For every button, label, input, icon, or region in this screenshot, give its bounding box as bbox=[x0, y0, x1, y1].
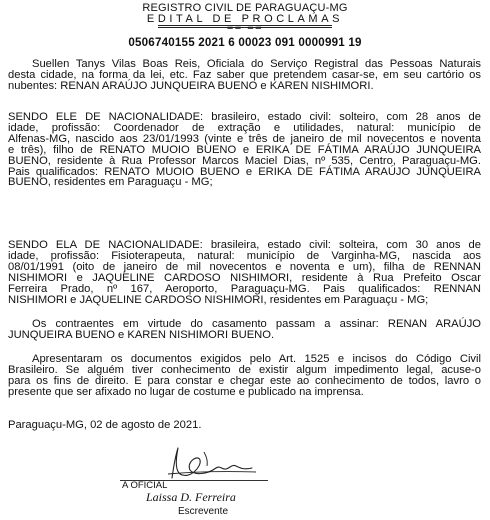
signer-title: Escrevente bbox=[178, 506, 229, 517]
title-underline-second bbox=[158, 27, 332, 28]
text-line: BUENO, residentes em Paraguaçu - MG; bbox=[8, 176, 213, 189]
text-line: BUENO, residente à Rua Professor Marcos Maciel Dias, nº 535, Centro, Paraguaçu-MG. bbox=[8, 154, 481, 167]
text-line: Brasileiro. Se alguém tiver conhecimento de existir algum impedimento legal, acuse-o bbox=[8, 363, 481, 376]
registry-code: 0506740155 2021 6 00023 091 0000991 19 bbox=[128, 36, 362, 49]
signature-clause-paragraph bbox=[8, 319, 481, 341]
text-line: desta cidade, na forma da lei, etc. Faz saber que pretendem casar-se, em seu cartório os bbox=[8, 68, 481, 81]
intro-paragraph bbox=[8, 59, 481, 92]
groom-paragraph bbox=[8, 112, 481, 188]
bride-paragraph bbox=[8, 240, 481, 305]
text-line: nubentes: RENAN ARAÚJO JUNQUEIRA BUENO e KAREN NISHIMORI. bbox=[8, 79, 374, 92]
text-line: Alfenas-MG, nascido aos 23/01/1993 (vinte e três de janeiro de mil novecentos e noventa bbox=[8, 132, 481, 145]
text-line: Ferreira Prado, nº 167, Aeroporto, Paraguaçu-MG. Pais qualificados: RENNAN bbox=[8, 282, 481, 295]
text-line: Pais qualificados: RENATO MUOIO BUENO e ERIKA DE FÁTIMA ARAÚJO JUNQUEIRA bbox=[8, 165, 481, 178]
text-line: presente que ser afixado no lugar de costume e publicado na imprensa. bbox=[8, 385, 364, 398]
signer-name: Laissa D. Ferreira bbox=[146, 490, 236, 504]
text-line: e três), filho de RENATO MUOIO BUENO e ERIKA DE FÁTIMA ARAÚJO JUNQUEIRA bbox=[8, 143, 481, 156]
closing-paragraph bbox=[8, 354, 481, 398]
text-line: SENDO ELA DE NACIONALIDADE: brasileira, estado civil: solteira, com 30 anos de bbox=[8, 239, 481, 251]
text-line: 08/01/1991 (oito de janeiro de mil novecentos e noventa e um), filha de RENNAN bbox=[8, 260, 481, 273]
signer-role: A OFICIAL bbox=[122, 480, 168, 491]
text-line: Suellen Tanys Vilas Boas Reis, Oficiala do Serviço Registral das Pessoas Naturais bbox=[32, 58, 481, 70]
registry-name: REGISTRO CIVIL DE PARAGUAÇU-MG bbox=[142, 2, 348, 14]
document-date: Paraguaçu-MG, 02 de agosto de 2021. bbox=[8, 419, 202, 431]
text-line: idade, profissão: Fisioterapeuta, natural: município de Varginha-MG, nascida aos bbox=[8, 249, 481, 262]
title-decoration: == == bbox=[226, 22, 264, 34]
text-line: Apresentaram os documentos exigidos pelo Art. 1525 e incisos do Código Civil bbox=[32, 353, 481, 365]
text-line: idade, profissão: Coordenador de extração e utilidades, natural: município de bbox=[8, 121, 481, 134]
edital-title: EDITAL DE PROCLAMAS bbox=[146, 13, 344, 25]
text-line: para os fins de direito. E para constar e chegar este ao conhecimento de todos, lavro o bbox=[8, 374, 481, 387]
text-line: SENDO ELE DE NACIONALIDADE: brasileiro, estado civil: solteiro, com 28 anos de bbox=[8, 111, 481, 123]
text-line: NISHIMORI e JAQUELINE CARDOSO NISHIMORI, residente à Rua Prefeito Oscar bbox=[8, 271, 481, 284]
handwritten-signature bbox=[160, 444, 260, 484]
text-line: JUNQUEIRA BUENO e KAREN NISHIMORI BUENO. bbox=[8, 328, 275, 341]
text-line: NISHIMORI e JAQUELINE CARDOSO NISHIMORI, residentes em Paraguaçu - MG; bbox=[8, 293, 429, 306]
text-line: Os contraentes em virtude do casamento passam a assinar: RENAN ARAÚJO bbox=[32, 318, 481, 330]
title-underline bbox=[158, 25, 332, 26]
